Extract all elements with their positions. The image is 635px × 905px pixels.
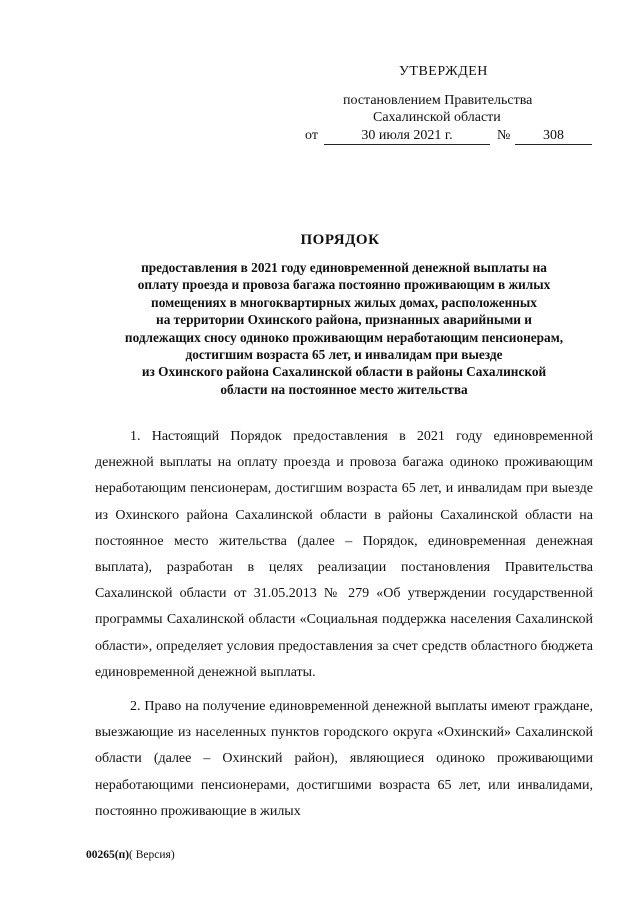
subtitle-line: оплату проезда и провоза багажа постоянно проживающим в жилых xyxy=(137,277,551,293)
document-version: ( Версия) xyxy=(129,849,175,861)
approved-region: Сахалинской области xyxy=(373,110,501,125)
document-code: 00265(п) xyxy=(86,849,130,861)
subtitle-line: подлежащих сносу одиноко проживающим неработающим пенсионерам, xyxy=(124,329,564,345)
approved-label: УТВЕРЖДЕН xyxy=(399,64,488,79)
document-title: ПОРЯДОК xyxy=(300,232,380,248)
page-footer xyxy=(86,849,175,861)
approval-date: 30 июля 2021 г. xyxy=(324,126,490,145)
subtitle-line: помещениях в многоквартирных жилых домах, расположенных xyxy=(151,294,537,310)
document-subtitle xyxy=(108,259,580,398)
paragraph-2: 2. Право на получение единовременной денежной выплаты имеют граждане, выезжающие из населенных пунктов городского округа «Охинский» Сахалинской области (далее – Охинский район), являющиеся одиноко проживающими неработающими пенсионерами, достигшими возраста 65 лет, или инвалидами, постоянно проживающие в жилых xyxy=(95,699,593,819)
subtitle-line: достигшим возраста 65 лет, и инвалидам при выезде xyxy=(185,347,503,363)
document-body xyxy=(95,424,593,833)
subtitle-line: предоставления в 2021 году единовременной денежной выплаты на xyxy=(141,260,547,275)
subtitle-line: на территории Охинского района, признанных аварийными и xyxy=(156,312,532,328)
paragraph-1: 1. Настоящий Порядок предоставления в 2021 году единовременной денежной выплаты на оплату проезда и провоза багажа одиноко проживающим неработающим пенсионерам, достигшим возраста 65 лет, и инвалидам при выезде из Охинского района Сахалинской области в районы Сахалинской области на постоянное место жительства (далее – Порядок, единовременная денежная выплата), разработан в целях реализации постановления Правительства Сахалинской области от 31.05.2013 № 279 «Об утверждении государственной программы Сахалинской области «Социальная поддержка населения Сахалинской области», определяет условия предоставления за счет средств областного бюджета единовременной денежной выплаты. xyxy=(95,429,593,680)
date-number-row xyxy=(300,126,600,146)
from-label: от xyxy=(305,128,318,143)
approved-by: постановлением Правительства xyxy=(343,93,533,108)
subtitle-line: области на постоянное место жительства xyxy=(220,381,468,397)
approval-number: 308 xyxy=(515,126,592,145)
number-label: № xyxy=(497,128,511,143)
subtitle-line: из Охинского района Сахалинской области в районы Сахалинской xyxy=(141,364,547,380)
